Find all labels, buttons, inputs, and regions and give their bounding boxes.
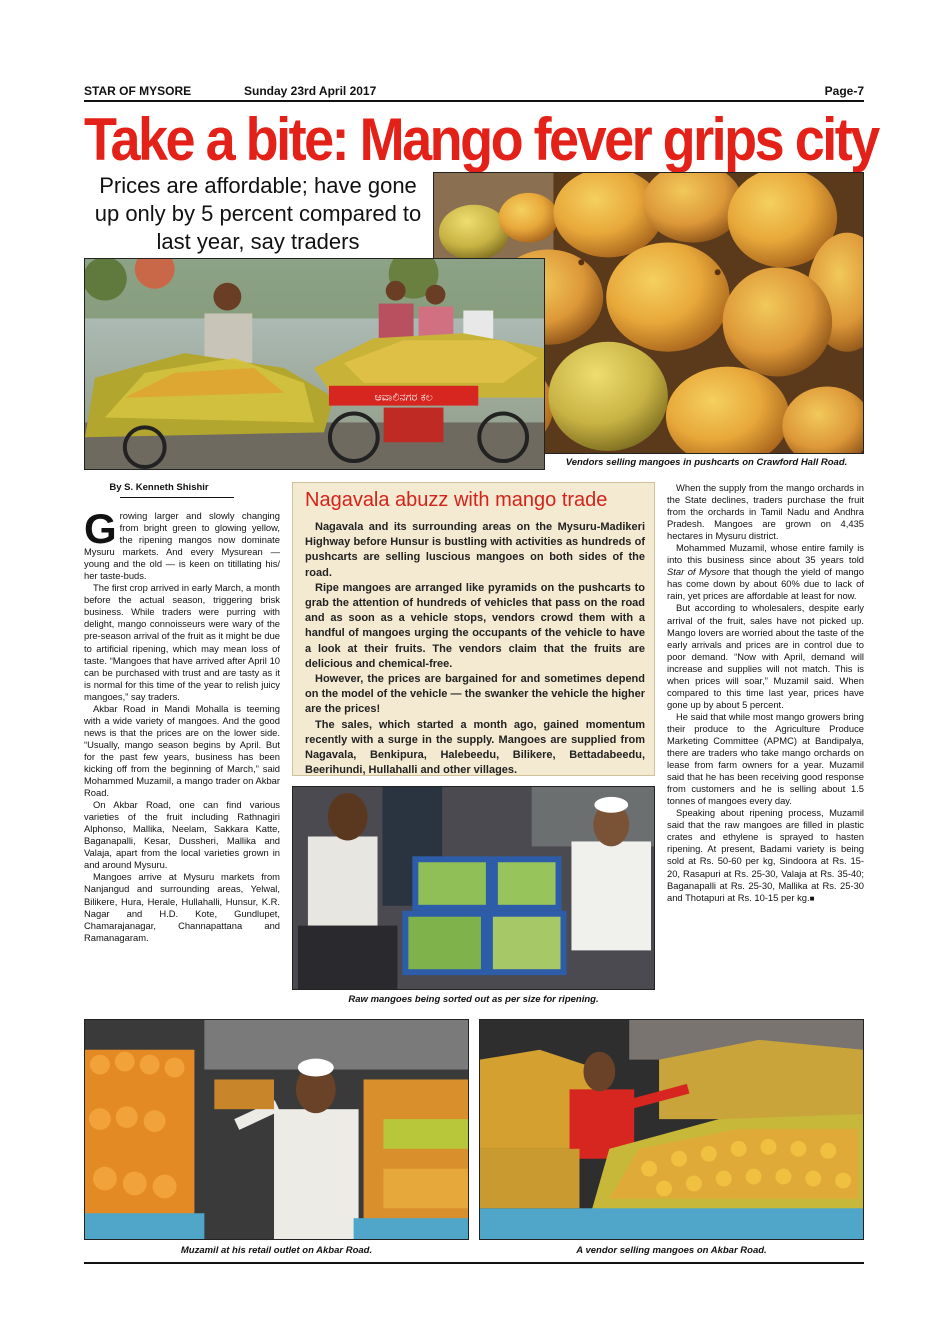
page-number: Page-7 [824, 84, 864, 98]
sidebar-paragraph: The sales, which started a month ago, gained momentum recently with a surge in the supply. Mangoes are supplied from Nagavala, Benkipura, Halebeedu, Bilikere, Bettadabeedu, Beerihundi, Hullahalli and other villages. [305, 718, 645, 777]
col3-text: Mohammed Muzamil, whose entire family is into this business since about 35 years told [667, 542, 864, 566]
headline: Take a bite: Mango fever grips city [84, 106, 878, 174]
footer-rule [84, 1262, 864, 1264]
col1-paragraph: Akbar Road in Mandi Mohalla is teeming with a wide variety of mangoes. And the good news is that the prices are on the lower side. “Usually, mango season begins by April. But for the past few years, business has been kicking off from the beginning of March,” said Mohammed Muzamil, a mango trader on Akbar Road. [84, 702, 280, 799]
col1-paragraph: rowing larger and slowly changing from bright green to glowing yellow, the ripening mangos now dominate Mysuru markets. And every Mysurean — young and the old — is keen on titillating his/ her taste-buds. [84, 510, 280, 582]
col1-paragraph: Mangoes arrive at Mysuru markets from Nanjangud and surrounding areas, Yelwal, Bilikere, Hura, Herale, Hullahalli, Hunsur, K.R. Nagar and H.D. Kote, Gundlupet, Chamarajanagar, Channapattana and Ramanagaram. [84, 871, 280, 943]
col1-paragraph: The first crop arrived in early March, a month before the actual season, triggering brisk business. While traders were purring with delight, mango connoisseurs were wary of the pre-season arrival of the fruit as it might be due to artificial ripening, which may mean loss of taste. “Mangoes that have arrived after April 10 can be purchased with trust and are tasty as it is normal for this time of the year to relish juicy mangoes,” say traders. [84, 582, 280, 702]
caption-retail-outlet: Muzamil at his retail outlet on Akbar Road. [180, 1245, 373, 1256]
byline-rule [120, 497, 234, 498]
caption-sorting: Raw mangoes being sorted out as per size for ripening. [348, 994, 599, 1005]
col3-paragraph [667, 542, 864, 602]
photo-sorting-mangoes [292, 786, 655, 990]
col3-paragraph: When the supply from the mango orchards in the State declines, traders purchase the fruit from the orchards in Tamil Nadu and Andhra Pradesh. Mangoes are grown on 4,435 hectares in Mysuru district. [667, 482, 864, 542]
sidebar-paragraph: Ripe mangoes are arranged like pyramids on the pushcarts to grab the attention of hundreds of vehicles that pass on the road and as soon as a vehicle stops, vendors crowd them with a handful of mangoes urging the occupants of the vehicle to have a look at their fruits. The vendors claim that the fruits are delicious and chemical-free. [305, 581, 645, 670]
photo-retail-outlet [84, 1019, 469, 1240]
masthead-rule [84, 100, 864, 102]
masthead [84, 84, 864, 100]
col3-paragraph: He said that while most mango growers bring their produce to the Agriculture Produce Marketing Committee (APMC) at Bandipalya, there are traders who take mango orchards on lease from farm owners for a year. Muzamil said that he has been receiving good response from customers and he is selling about 1.5 tonnes of mangoes every day. [667, 710, 864, 807]
caption-pushcarts: Vendors selling mangoes in pushcarts on Crawford Hall Road. [565, 457, 848, 468]
article-column-1 [84, 505, 280, 944]
col3-text: that though the yield of mango has come down by about 60% due to lack of rain, yet prices are affordable at least for now. [667, 566, 864, 602]
sidebar-paragraph: However, the prices are bargained for and sometimes depend on the model of the vehicle — the swanker the vehicle the higher are the prices! [305, 673, 645, 716]
photo-pushcarts [84, 258, 545, 470]
newspaper-name: STAR OF MYSORE [84, 84, 192, 98]
deck-subheadline: Prices are affordable; have gone up only by 5 percent compared to last year, say traders [94, 173, 422, 254]
drop-cap: G [84, 505, 117, 552]
photo-vendor-akbar-road [479, 1019, 864, 1240]
sidebar-paragraph: Nagavala and its surrounding areas on the Mysuru-Madikeri Highway before Hunsur is bustling with activities as hundreds of pushcarts are selling luscious mangoes on both sides of the road. [305, 521, 645, 579]
cart-sign: ಆವಾಲಿನಗರ ಕಲ [374, 390, 433, 404]
sidebar-box [292, 482, 655, 776]
issue-date: Sunday 23rd April 2017 [244, 84, 377, 98]
col3-paragraph: But according to wholesalers, despite early arrival of the fruit, sales have not picked up. Mango lovers are worried about the taste of the early arrivals and prices are in control due to poor demand. “Now with April, demand will increase and supplies will not match. This is when prices will soar,” Muzamil said. When compared to this time last year, prices have gone up by about 5 percent. [667, 602, 864, 710]
sidebar-title: Nagavala abuzz with mango trade [305, 489, 608, 511]
paper-name-italic: Star of Mysore [667, 566, 730, 578]
col3-text: Speaking about ripening process, Muzamil said that the raw mangoes are filled in plastic crates and ethylene is sprayed to hasten ripening. At present, Badami variety is being sold at Rs. 50-60 per kg, Sindoora at Rs. 15-20, Rasapuri at Rs. 25-30, Valaja at Rs. 35-40; Baganapalli at Rs. 25-30, Mallika at Rs. 25-30 and Thotapuri at Rs. 10-15 per kg. [667, 807, 864, 903]
sidebar-text [305, 520, 645, 778]
end-mark: ■ [809, 893, 815, 903]
col1-paragraph: On Akbar Road, one can find various varieties of the fruit including Rathnagiri Alphonso, Mallika, Neelam, Sakkara Katte, Baganapalli, Kesar, Dussheri, Mallika and Valaja, apart from the local varieties grown in and around Mysuru. [84, 799, 280, 871]
byline: By S. Kenneth Shishir [109, 482, 209, 493]
col3-paragraph [667, 807, 864, 904]
article-column-3 [667, 482, 864, 905]
caption-vendor: A vendor selling mangoes on Akbar Road. [576, 1245, 767, 1256]
